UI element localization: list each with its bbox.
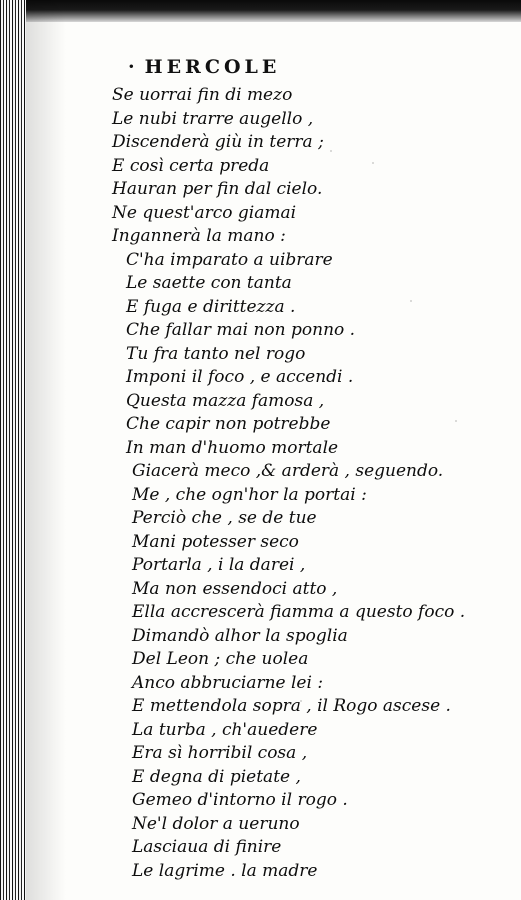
verse-line: Dimandò alhor la spoglia	[132, 625, 348, 646]
page-top-edge	[0, 0, 521, 22]
verse-line: Ma non essendoci atto ,	[132, 578, 338, 599]
verse-line: Gemeo d'intorno il rogo .	[132, 790, 348, 810]
verse-line: E degna di pietate ,	[132, 766, 301, 787]
verse-line: C'ha imparato a uibrare	[126, 249, 333, 270]
verse-line: Ingannerà la mano :	[112, 226, 286, 246]
verse-line: Anco abbruciarne lei :	[132, 672, 324, 693]
gutter-shadow	[26, 0, 66, 900]
verse-line: Le saette con tanta	[126, 273, 292, 293]
running-head-title: HERCOLE	[144, 56, 281, 78]
verse-line: Le nubi trarre augello ,	[112, 108, 314, 129]
verse-line: Le lagrime . la madre	[132, 860, 318, 881]
paper-speckle	[372, 162, 374, 164]
verse-line: Era sì horribil cosa ,	[132, 743, 308, 763]
verse-line: Ne'l dolor a ueruno	[132, 813, 300, 834]
verse-line: Perciò che , se de tue	[132, 508, 317, 528]
verse-line: Ella accrescerà fiamma a questo foco .	[132, 602, 466, 622]
verse-line: Questa mazza famosa ,	[126, 390, 325, 411]
verse-line: E così certa preda	[112, 155, 270, 176]
ornament-dot: ·	[128, 56, 139, 78]
paper-speckle	[330, 150, 332, 152]
paper-speckle	[410, 300, 412, 302]
verse-line: Hauran per fin dal cielo.	[112, 179, 323, 199]
paper-speckle	[455, 420, 457, 422]
verse-line: Del Leon ; che uolea	[132, 649, 309, 669]
book-gutter	[0, 0, 26, 900]
verse-line: Discenderà giù in terra ;	[112, 132, 324, 152]
verse-line: La turba , ch'auedere	[132, 719, 318, 740]
verse-line: Me , che ogn'hor la portai :	[132, 484, 367, 505]
verse-line: Portarla , i la darei ,	[132, 555, 306, 575]
verse-line: Ne quest'arco giamai	[112, 202, 297, 223]
verse-line: E mettendola sopra , il Rogo ascese .	[132, 696, 451, 716]
verse-line: Imponi il foco , e accendi .	[126, 367, 354, 387]
verse-line: Che capir non potrebbe	[126, 414, 331, 434]
paper-speckle	[300, 700, 302, 702]
verse-line: Mani potesser seco	[132, 531, 299, 552]
verse-line: In man d'huomo mortale	[126, 437, 339, 458]
verse-line: Lasciaua di finire	[132, 837, 282, 857]
verse-text	[112, 84, 465, 883]
verse-line: Che fallar mai non ponno .	[126, 320, 356, 340]
verse-line: Se uorrai fin di mezo	[112, 85, 293, 105]
verse-line: Tu fra tanto nel rogo	[126, 343, 306, 364]
verse-line: Giacerà meco ,& arderà , seguendo.	[132, 461, 444, 481]
verse-line: E fuga e dirittezza .	[126, 296, 296, 317]
running-head	[128, 56, 280, 78]
